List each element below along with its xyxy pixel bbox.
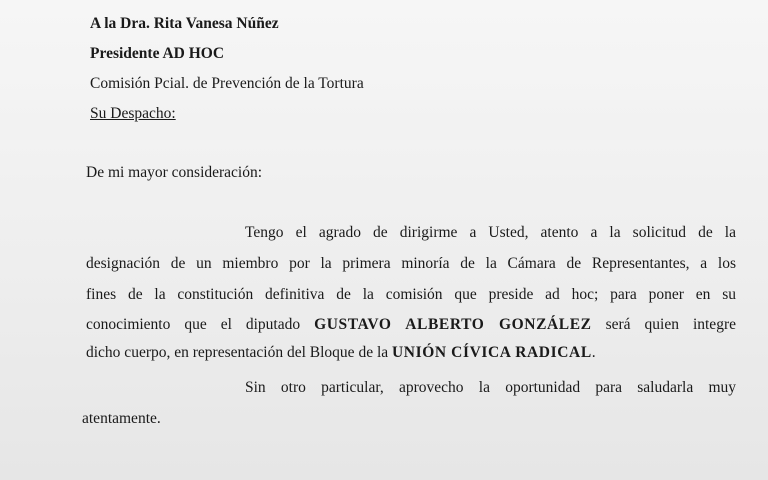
salutation: De mi mayor consideración: [86,164,263,181]
body-line-5-text-b: . [591,344,596,361]
party-name: UNIÓN CÍVICA RADICAL [392,344,592,361]
body-line-4-text-b: será quien integre [591,316,736,333]
body-line-4-text-a: conocimiento que el diputado [86,316,315,333]
body-line-5-text-a: dicho cuerpo, en representación del Bloque de la [86,344,393,361]
recipient-name: A la Dra. Rita Vanesa Núñez [90,15,279,32]
body-line-3: fines de la constitución definitiva de la comisión que preside ad hoc; para poner en su [86,286,736,303]
body-line-2: designación de un miembro por la primera minoría de la Cámara de Representantes, a los [86,255,736,272]
deputy-name: GUSTAVO ALBERTO GONZÁLEZ [314,316,592,333]
recipient-title: Presidente AD HOC [90,45,225,62]
closing-line-2: atentamente. [82,410,161,427]
body-line-5 [86,343,596,363]
closing-line-1: Sin otro particular, aprovecho la oportunidad para saludarla muy [245,379,736,396]
recipient-office: Su Despacho: [90,105,176,122]
body-line-1: Tengo el agrado de dirigirme a Usted, atento a la solicitud de la [245,224,736,241]
body-line-4 [86,315,736,335]
recipient-organization: Comisión Pcial. de Prevención de la Tortura [90,75,364,92]
